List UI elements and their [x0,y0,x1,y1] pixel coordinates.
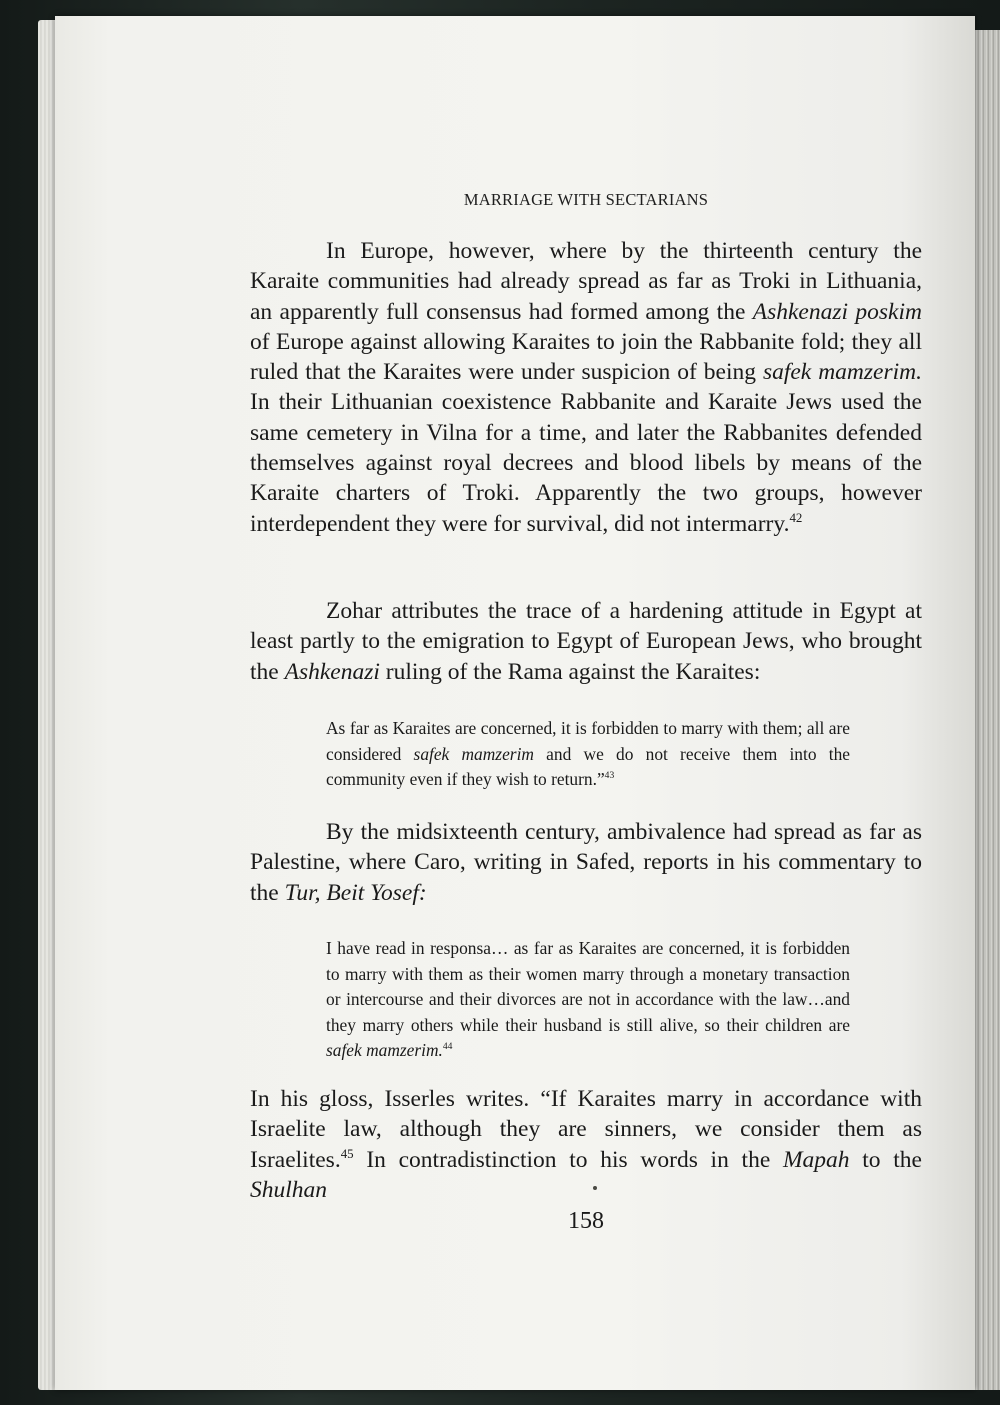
italic-term: Tur, Beit Yosef: [284,879,427,906]
block-quote-2 [326,936,850,1064]
footnote-marker: 43 [604,770,615,782]
text: to the [849,1146,922,1173]
paragraph-1 [250,236,922,539]
text: ruling of the Rama against the Karaites: [379,658,761,685]
italic-term: safek mamzerim. [326,1040,443,1061]
text: In his gloss, Isserles writes. “If Karaites marry in accordance with Israelite law, although they are sinners, we consider them as Israelites. [250,1086,922,1173]
text: I have read in responsa… as far as Karaites are concerned, it is forbidden to marry with them as their women marry through a monetary transaction or intercourse and their divorces are not in accordance with the law…and they marry others while their husband is still alive, so their children are [326,938,850,1035]
text: In Europe, however, where by the thirteenth century the Karaite communities had already spread as far as Troki in Lithuania, an apparently full consensus had formed among the [250,238,922,325]
text: and we do not receive them into the community even if they wish to return.” [326,743,850,790]
italic-term: safek mamzerim. [762,359,922,386]
text: of Europe against allowing Karaites to join the Rabbanite fold; they all ruled that the Karaites were under suspicion of being [250,328,922,386]
page-number: 158 [568,1208,604,1234]
italic-term: Ashkenazi poskim [752,298,922,325]
paragraph-2 [250,596,922,687]
running-head: MARRIAGE WITH SECTARIANS [463,190,709,209]
text: As far as Karaites are concerned, it is forbidden to marry with them; all are considered [326,718,850,764]
italic-term: Shulhan [250,1176,328,1203]
ink-dot [593,1186,597,1190]
footnote-marker: 44 [442,1041,453,1053]
italic-term: Mapah [782,1146,850,1173]
paragraph-4 [250,1084,922,1205]
text: Zohar attributes the trace of a hardening attitude in Egypt at least partly to the emigration to Egypt of European Jews, who brought the [250,598,922,685]
italic-term: safek mamzerim [413,743,534,764]
text: By the midsixteenth century, ambivalence had spread as far as Palestine, where Caro, writing in Safed, reports in his commentary to the [250,819,922,906]
footnote-marker: 45 [340,1145,354,1161]
footnote-marker: 42 [789,509,803,525]
text: In their Lithuanian coexistence Rabbanite and Karaite Jews used the same cemetery in Vilna for a time, and later the Rabbanites defended themselves against royal decrees and blood libels by means of the Karaite charters of Troki. Apparently the two groups, however interdependent they were for survival, did not intermarry. [250,389,922,537]
text: In contradistinction to his words in the [353,1146,783,1173]
block-quote-1 [326,716,850,793]
paragraph-3 [250,817,922,908]
italic-term: Ashkenazi [284,658,380,685]
